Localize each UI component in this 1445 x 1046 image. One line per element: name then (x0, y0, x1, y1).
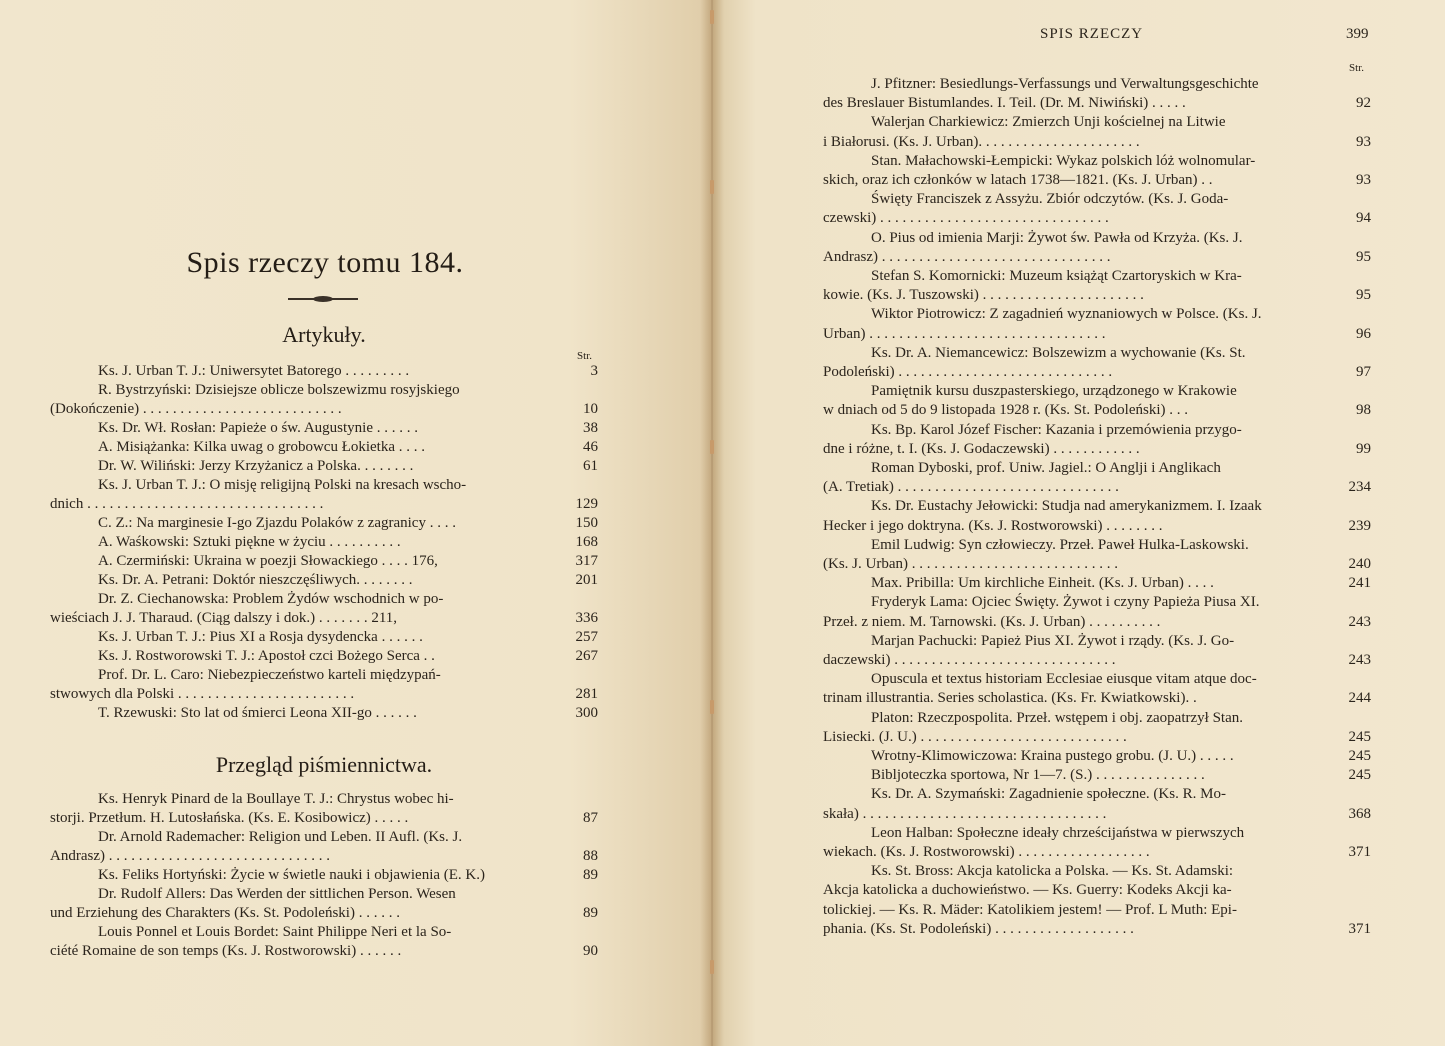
toc-entry-line (823, 190, 1371, 209)
toc-entry-line (823, 862, 1371, 881)
entry-text: Ks. Dr. Eustachy Jełowicki: Studja nad amerykanizmem. I. Izaak (871, 498, 1262, 515)
toc-entry-line (50, 571, 598, 590)
entry-text: Walerjan Charkiewicz: Zmierzch Unji kościelnej na Litwie (871, 114, 1226, 131)
toc-entry-line (50, 847, 598, 866)
entry-text: tolickiej. — Ks. R. Mäder: Katolikiem jestem! — Prof. L Muth: Epi- (823, 901, 1237, 918)
entry-page-number: 243 (1348, 613, 1371, 630)
toc-entry-line (823, 901, 1371, 920)
entry-text: A. Waśkowski: Sztuki piękne w życiu . . . . . . . . . . (98, 534, 401, 550)
toc-entry-line (823, 497, 1371, 516)
entry-page-number: 88 (583, 848, 598, 864)
page-column-label: Str. (577, 350, 592, 362)
toc-entry-line (823, 478, 1371, 497)
toc-entry-line (823, 209, 1371, 228)
entry-page-number: 92 (1356, 95, 1371, 112)
entry-text: Ks. Henryk Pinard de la Boullaye T. J.: Chrystus wobec hi- (98, 791, 454, 807)
entry-text: w dniach od 5 do 9 listopada 1928 r. (Ks. St. Podoleński) . . . (823, 402, 1188, 419)
section-heading-reviews: Przegląd piśmiennictwa. (215, 752, 433, 777)
entry-text: Dr. Rudolf Allers: Das Werden der sittlichen Person. Wesen (98, 886, 456, 902)
entry-page-number: 245 (1348, 728, 1371, 745)
entry-text: Ks. J. Urban T. J.: O misję religijną Polski na kresach wscho- (98, 477, 467, 493)
toc-entry-line (823, 824, 1371, 843)
toc-entry-line (50, 942, 598, 961)
entry-text: und Erziehung des Charakters (Ks. St. Podoleński) . . . . . . (50, 905, 400, 921)
entry-text: Leon Halban: Społeczne ideały chrześcijaństwa w pierwszych (871, 824, 1245, 841)
entry-text: Ks. St. Bross: Akcja katolicka a Polska. — Ks. St. Adamski: (871, 863, 1234, 880)
entry-text: C. Z.: Na marginesie I-go Zjazdu Polaków z zagranicy . . . . (98, 515, 456, 531)
entry-text: ciété Romaine de son temps (Ks. J. Rostworowski) . . . . . . (50, 943, 402, 959)
entry-page-number: 317 (575, 553, 598, 569)
toc-entry-line (50, 885, 598, 904)
section-heading-articles: Artykuły. (282, 322, 366, 347)
entry-page-number: 129 (575, 496, 598, 512)
toc-entry-line (823, 382, 1371, 401)
entry-page-number: 46 (583, 439, 598, 455)
entry-text: czewski) . . . . . . . . . . . . . . . . . . . . . . . . . . . . . . . (823, 210, 1109, 227)
entry-text: storji. Przetłum. H. Lutosłańska. (Ks. E. Kosibowicz) . . . . . (50, 810, 409, 826)
entry-text: Platon: Rzeczpospolita. Przeł. wstępem i obj. zaopatrzył Stan. (871, 709, 1243, 726)
entry-page-number: 245 (1348, 767, 1371, 784)
entry-text: phania. (Ks. St. Podoleński) . . . . . . . . . . . . . . . . . . . (823, 920, 1134, 937)
entry-text: Opuscula et textus historiam Ecclesiae eiusque vitam atque doc- (871, 671, 1257, 688)
entry-text: Dr. W. Wiliński: Jerzy Krzyżanicz a Polska. . . . . . . . (98, 458, 414, 474)
toc-entry-line (50, 609, 598, 628)
toc-entry-line (823, 286, 1371, 305)
entry-text: Ks. Dr. A. Petrani: Doktór nieszczęśliwych. . . . . . . . (98, 572, 413, 588)
entry-text: Louis Ponnel et Louis Bordet: Saint Philippe Neri et la So- (98, 924, 452, 940)
toc-entry-line (823, 843, 1371, 862)
entry-text: Ks. J. Urban T. J.: Uniwersytet Batorego . . . . . . . . . (98, 363, 410, 379)
toc-entry-line (823, 229, 1371, 248)
entry-page-number: 300 (575, 705, 598, 721)
entry-text: dne i różne, t. I. (Ks. J. Godaczewski) . . . . . . . . . . . . (823, 440, 1140, 457)
binding-stitch (710, 180, 714, 194)
toc-entry-line (50, 628, 598, 647)
entry-text: Wiktor Piotrowicz: Z zagadnień wyznaniowych w Polsce. (Ks. J. (871, 306, 1262, 323)
toc-entry-line (50, 381, 598, 400)
entry-text: Prof. Dr. L. Caro: Niebezpieczeństwo karteli międzypań- (98, 667, 441, 683)
toc-entry-line (50, 790, 598, 809)
entry-page-number: 97 (1356, 364, 1371, 380)
entry-text: Stefan S. Komornicki: Muzeum książąt Czartoryskich w Kra- (871, 268, 1242, 284)
entry-text: Wrotny-Klimowiczowa: Kraina pustego grobu. (J. U.) . . . . . (871, 748, 1234, 764)
toc-entry-line (823, 248, 1371, 267)
entry-text: Hecker i jego doktryna. (Ks. J. Rostworowski) . . . . . . . . (823, 517, 1163, 534)
toc-entry-line (823, 421, 1371, 440)
toc-entry-line (50, 419, 598, 438)
entry-page-number: 89 (583, 867, 598, 883)
entry-page-number: 234 (1348, 479, 1371, 496)
entry-page-number: 244 (1348, 690, 1371, 707)
book-gutter (700, 0, 724, 1046)
toc-entry-line (823, 747, 1371, 766)
entry-page-number: 98 (1356, 402, 1371, 419)
entry-text: Ks. Feliks Hortyński: Życie w świetle nauki i objawienia (E. K.) (98, 867, 486, 883)
entry-page-number: 336 (575, 610, 598, 626)
entry-page-number: 241 (1348, 575, 1371, 592)
toc-entry-line (50, 904, 598, 923)
toc-entry-line (50, 400, 598, 419)
entry-text: Andrasz) . . . . . . . . . . . . . . . . . . . . . . . . . . . . . . (50, 848, 330, 864)
entry-page-number: 245 (1348, 748, 1371, 764)
entry-page-number: 95 (1356, 287, 1371, 304)
toc-entry-line (823, 113, 1371, 132)
entry-text: Marjan Pachucki: Papież Pius XI. Żywot i rządy. (Ks. J. Go- (871, 632, 1235, 649)
toc-entry-line (50, 362, 598, 381)
toc-title: Spis rzeczy tomu 184. (186, 246, 464, 279)
entry-text: trinam illustrantia. Series scholastica. (Ks. Fr. Kwiatkowski). . (823, 690, 1197, 707)
toc-entry-line (823, 440, 1371, 459)
entry-text: Podoleński) . . . . . . . . . . . . . . . . . . . . . . . . . . . . . (823, 364, 1113, 380)
binding-stitch (710, 440, 714, 454)
toc-entry-line (823, 785, 1371, 804)
binding-stitch (710, 700, 714, 714)
toc-entry-line (823, 171, 1371, 190)
entry-text: Max. Pribilla: Um kirchliche Einheit. (Ks. J. Urban) . . . . (871, 575, 1214, 592)
entry-text: Fryderyk Lama: Ojciec Święty. Żywot i czyny Papieża Piusa XI. (871, 594, 1260, 611)
entry-page-number: 10 (583, 401, 598, 417)
entry-text: Pamiętnik kursu duszpasterskiego, urządzonego w Krakowie (871, 383, 1237, 400)
toc-entry-line (50, 438, 598, 457)
entry-text: Święty Franciszek z Assyżu. Zbiór odczytów. (Ks. J. Goda- (871, 191, 1229, 208)
entry-text: (Ks. J. Urban) . . . . . . . . . . . . . . . . . . . . . . . . . . . . (823, 556, 1118, 572)
toc-entry-line (823, 94, 1371, 113)
entry-page-number: 99 (1356, 440, 1371, 457)
entry-text: wiekach. (Ks. J. Rostworowski) . . . . . . . . . . . . . . . . . . (823, 844, 1150, 860)
entry-text: Dr. Arnold Rademacher: Religion und Leben. II Aufl. (Ks. J. (98, 829, 463, 845)
toc-entry-line (50, 476, 598, 495)
toc-entry-line (50, 457, 598, 476)
entry-page-number: 87 (583, 810, 598, 826)
toc-entry-line (50, 685, 598, 704)
entry-text: Emil Ludwig: Syn człowieczy. Przeł. Paweł Hulka-Laskowski. (871, 536, 1249, 553)
entry-page-number: 201 (575, 572, 598, 588)
toc-entry-line (823, 305, 1371, 324)
entry-text: kowie. (Ks. J. Tuszowski) . . . . . . . . . . . . . . . . . . . . . . (823, 287, 1144, 304)
entry-text: Ks. J. Rostworowski T. J.: Apostoł czci Bożego Serca . . (98, 648, 435, 664)
entry-page-number: 95 (1356, 248, 1371, 265)
entry-text: Stan. Małachowski-Łempicki: Wykaz polskich lóż wolnomular- (871, 152, 1256, 169)
entry-text: Urban) . . . . . . . . . . . . . . . . . . . . . . . . . . . . . . . . (823, 325, 1106, 342)
entry-page-number: 281 (575, 686, 598, 702)
toc-entry-line (823, 133, 1371, 152)
page-column-label: Str. (1349, 62, 1364, 74)
entry-page-number: 240 (1348, 556, 1371, 572)
entry-text: Ks. Bp. Karol Józef Fischer: Kazania i przemówienia przygo- (871, 421, 1242, 438)
toc-entry-line (50, 923, 598, 942)
entry-text: Ks. Dr. Wł. Rosłan: Papieże o św. Augustynie . . . . . . (98, 420, 418, 436)
toc-entry-line (823, 766, 1371, 785)
entry-text: des Breslauer Bistumlandes. I. Teil. (Dr. M. Niwiński) . . . . . (823, 95, 1186, 112)
toc-entry-line (823, 632, 1371, 651)
entry-text: A. Misiążanka: Kilka uwag o grobowcu Łokietka . . . . (98, 439, 426, 455)
entry-page-number: 371 (1348, 844, 1371, 860)
entry-page-number: 38 (583, 420, 598, 436)
toc-entry-line (823, 613, 1371, 632)
entry-page-number: 368 (1348, 805, 1371, 822)
entry-page-number: 93 (1356, 133, 1371, 150)
toc-entry-line (823, 325, 1371, 344)
entry-text: A. Czermiński: Ukraina w poezji Słowackiego . . . . 176, (98, 553, 438, 569)
toc-entry-line (50, 704, 598, 723)
entry-page-number: 267 (575, 648, 598, 664)
toc-entry-line (50, 590, 598, 609)
toc-entry-line (823, 459, 1371, 478)
entry-page-number: 90 (583, 943, 598, 959)
toc-entry-line (823, 574, 1371, 593)
toc-entry-line (823, 75, 1371, 94)
entry-page-number: 239 (1348, 517, 1371, 534)
toc-entry-line (50, 828, 598, 847)
entry-text: Ks. J. Urban T. J.: Pius XI a Rosja dysydencka . . . . . . (98, 629, 423, 645)
entry-text: daczewski) . . . . . . . . . . . . . . . . . . . . . . . . . . . . . . (823, 652, 1116, 668)
entry-text: dnich . . . . . . . . . . . . . . . . . . . . . . . . . . . . . . . . (50, 496, 324, 512)
entry-page-number: 371 (1348, 920, 1371, 937)
entry-page-number: 93 (1356, 172, 1371, 188)
toc-entry-line (823, 267, 1371, 286)
toc-entry-line (823, 555, 1371, 574)
toc-entry-line (823, 651, 1371, 670)
toc-entry-line (823, 805, 1371, 824)
entry-text: (A. Tretiak) . . . . . . . . . . . . . . . . . . . . . . . . . . . . . . (823, 479, 1119, 496)
entry-text: Przeł. z niem. M. Tarnowski. (Ks. J. Urban) . . . . . . . . . . (823, 613, 1161, 630)
entry-page-number: 3 (590, 363, 598, 379)
toc-entry-line (823, 344, 1371, 363)
entry-text: Lisiecki. (J. U.) . . . . . . . . . . . . . . . . . . . . . . . . . . . . (823, 728, 1127, 745)
toc-entry-line (823, 152, 1371, 171)
toc-entry-line (50, 552, 598, 571)
entry-text: Ks. Dr. A. Szymański: Zagadnienie społeczne. (Ks. R. Mo- (871, 786, 1226, 803)
running-head: SPIS RZECZY (1040, 26, 1144, 42)
entry-text: R. Bystrzyński: Dzisiejsze oblicze bolszewizmu rosyjskiego (98, 382, 460, 398)
entry-page-number: 257 (575, 629, 598, 645)
entry-text: Akcja katolicka a duchowieństwo. — Ks. Guerry: Kodeks Akcji ka- (823, 882, 1232, 899)
entry-text: Dr. Z. Ciechanowska: Problem Żydów wschodnich w po- (98, 591, 444, 607)
entry-text: stwowych dla Polski . . . . . . . . . . . . . . . . . . . . . . . . (50, 686, 355, 702)
entry-text: wieściach J. J. Tharaud. (Ciąg dalszy i dok.) . . . . . . . 211, (50, 610, 398, 626)
entry-text: skich, oraz ich członków w latach 1738—1821. (Ks. J. Urban) . . (823, 172, 1213, 188)
toc-entry-line (823, 670, 1371, 689)
title-ornament (313, 296, 333, 302)
entry-text: i Białorusi. (Ks. J. Urban). . . . . . . . . . . . . . . . . . . . . . (823, 133, 1140, 150)
toc-entry-line (50, 866, 598, 885)
toc-entry-line (50, 514, 598, 533)
toc-entry-line (823, 920, 1371, 939)
entry-text: T. Rzewuski: Sto lat od śmierci Leona XII-go . . . . . . (98, 705, 417, 721)
entry-page-number: 168 (575, 534, 598, 550)
toc-entry-line (823, 728, 1371, 747)
entry-text: Roman Dyboski, prof. Uniw. Jagiel.: O Anglji i Anglikach (871, 460, 1221, 476)
entry-text: Andrasz) . . . . . . . . . . . . . . . . . . . . . . . . . . . . . . . (823, 248, 1111, 265)
page-number: 399 (1346, 26, 1369, 42)
toc-entry-line (823, 363, 1371, 382)
toc-entry-line (50, 809, 598, 828)
toc-entry-line (823, 536, 1371, 555)
entry-text: skała) . . . . . . . . . . . . . . . . . . . . . . . . . . . . . . . . . (823, 805, 1107, 822)
entry-page-number: 243 (1348, 652, 1371, 668)
entry-text: O. Pius od imienia Marji: Żywot św. Pawła od Krzyża. (Ks. J. (871, 229, 1243, 246)
toc-entry-line (823, 401, 1371, 420)
entry-page-number: 61 (583, 458, 598, 474)
toc-entry-line (823, 881, 1371, 900)
toc-entry-line (823, 517, 1371, 536)
toc-entry-line (50, 533, 598, 552)
toc-entry-line (50, 647, 598, 666)
binding-stitch (710, 960, 714, 974)
entry-page-number: 94 (1356, 210, 1371, 227)
toc-entry-line (823, 709, 1371, 728)
entry-text: (Dokończenie) . . . . . . . . . . . . . . . . . . . . . . . . . . . (50, 401, 342, 417)
entry-page-number: 96 (1356, 325, 1371, 342)
entry-page-number: 89 (583, 905, 598, 921)
toc-entry-line (50, 495, 598, 514)
entry-text: Ks. Dr. A. Niemancewicz: Bolszewizm a wychowanie (Ks. St. (871, 344, 1246, 361)
toc-entry-line (823, 689, 1371, 708)
entry-text: Bibljoteczka sportowa, Nr 1—7. (S.) . . . . . . . . . . . . . . . (871, 767, 1205, 784)
entry-page-number: 150 (575, 515, 598, 531)
entry-text: J. Pfitzner: Besiedlungs-Verfassungs und Verwaltungsgeschichte (871, 76, 1259, 92)
binding-stitch (710, 10, 714, 24)
toc-entry-line (823, 593, 1371, 612)
toc-entry-line (50, 666, 598, 685)
